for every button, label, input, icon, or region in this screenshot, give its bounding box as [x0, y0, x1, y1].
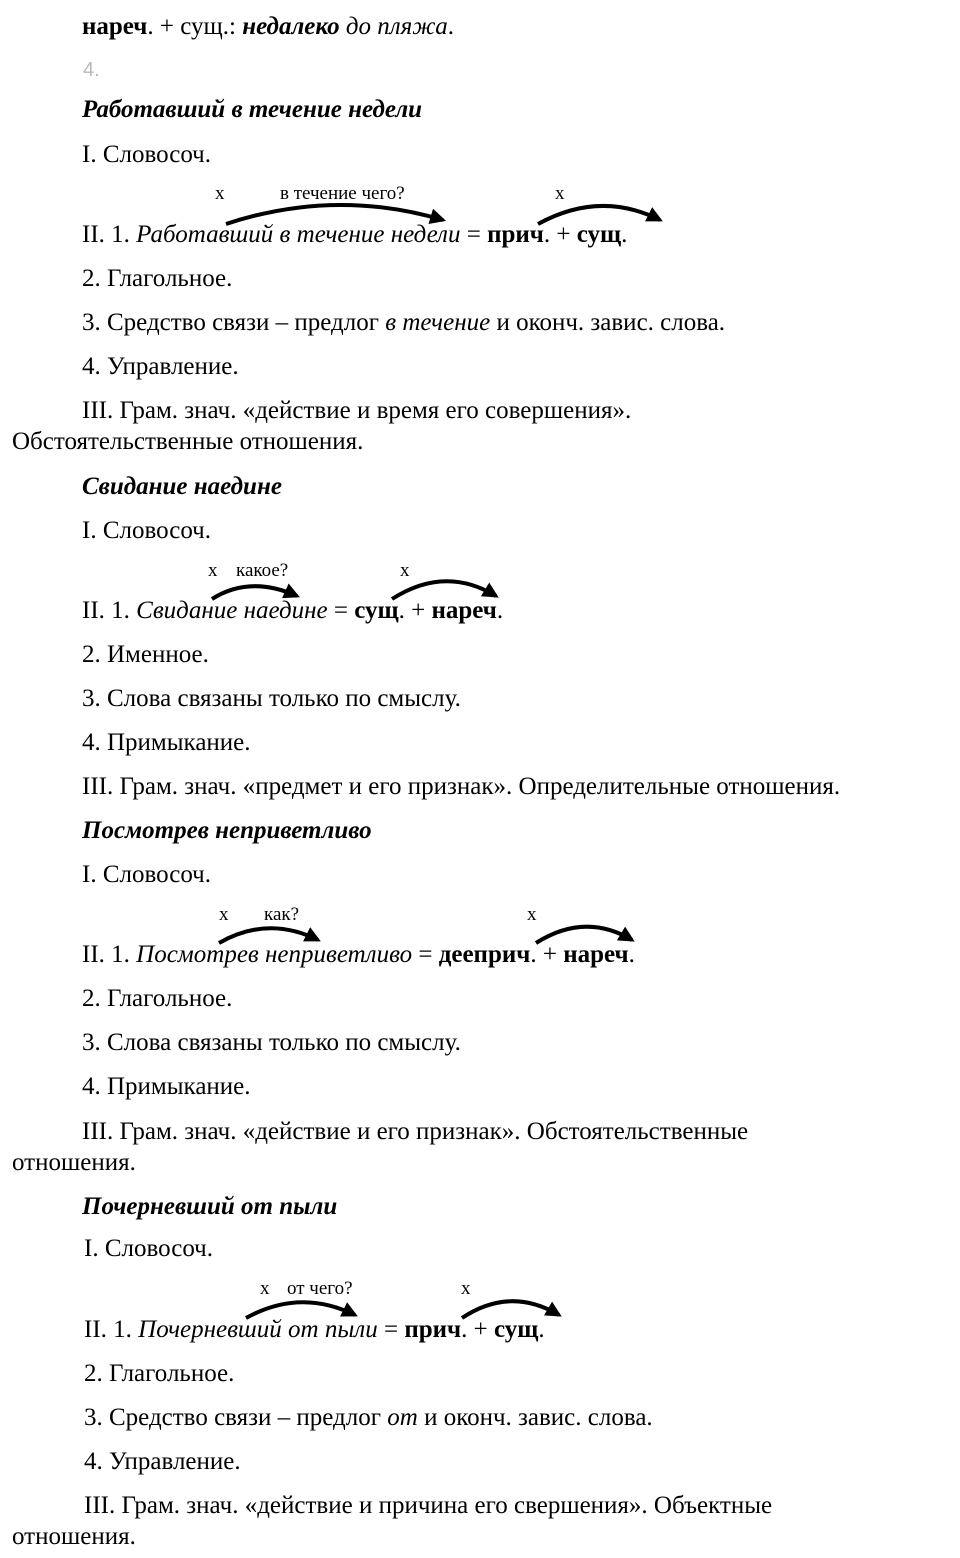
- scheme-word-1: сущ: [354, 597, 399, 624]
- section-step-3: [82, 308, 725, 338]
- section-step-2: 2. Именное.: [82, 641, 209, 668]
- scheme-phrase: Работавший в течение недели: [136, 221, 461, 248]
- section-step-2: 2. Глагольное.: [84, 1360, 235, 1387]
- section-step-3: 3. Слова связаны только по смыслу.: [82, 1029, 461, 1056]
- head-word-mark: х: [400, 560, 410, 581]
- step-3-text-end: и оконч. завис. слова.: [490, 309, 726, 336]
- head-word-mark: х: [260, 1278, 270, 1299]
- section-step-1: I. Словосоч.: [82, 861, 212, 888]
- head-word-mark: х: [555, 183, 565, 204]
- step-3-text: 3. Средство связи – предлог: [82, 309, 386, 336]
- scheme-word-2: нареч: [431, 597, 497, 624]
- section-step-4: 4. Управление.: [82, 353, 239, 380]
- scheme-plus: . +: [398, 597, 432, 624]
- scheme-prefix: II. 1.: [82, 941, 137, 968]
- scheme-prefix: II. 1.: [82, 221, 137, 248]
- scheme-equals: =: [327, 597, 355, 624]
- section-step-4: 4. Примыкание.: [82, 729, 251, 756]
- scheme-equals: =: [377, 1316, 405, 1343]
- scheme-phrase: Почерневший от пыли: [138, 1316, 378, 1343]
- section-heading: Работавший в течение недели: [82, 96, 423, 123]
- section-step-3: [84, 1403, 653, 1433]
- scheme-word-1: дееприч: [438, 941, 531, 968]
- head-word-mark: х: [461, 1278, 471, 1299]
- scheme-phrase: Свидание наедине: [136, 597, 328, 624]
- scheme-prefix: II. 1.: [82, 597, 137, 624]
- intro-pos: нареч: [82, 13, 148, 40]
- section-step-1: I. Словосоч.: [84, 1235, 214, 1262]
- question-label: какое?: [236, 560, 289, 581]
- step-3-text-end: и оконч. завис. слова.: [417, 1404, 653, 1431]
- scheme-equals: =: [412, 941, 439, 968]
- section-step-5: III. Грам. знач. «действие и причина его свершения». Объектные: [84, 1492, 773, 1519]
- section-step-5: III. Грам. знач. «предмет и его признак». Определительные отношения.: [82, 773, 841, 800]
- intro-dep-word: до пляжа: [339, 13, 448, 40]
- scheme-plus: . +: [461, 1316, 494, 1343]
- intro-sep: . + сущ.:: [147, 13, 243, 40]
- section-step-4: 4. Примыкание.: [82, 1073, 251, 1100]
- scheme-prefix: II. 1.: [84, 1316, 139, 1343]
- scheme-word-2: нареч: [563, 941, 629, 968]
- section-heading: Свидание наедине: [82, 473, 282, 500]
- section-step-2: 2. Глагольное.: [82, 985, 233, 1012]
- section-step-2: 2. Глагольное.: [82, 265, 233, 292]
- scheme-line: [84, 1315, 545, 1345]
- section-step-5: III. Грам. знач. «действие и время его совершения».: [82, 397, 632, 424]
- scheme-end: .: [538, 1316, 545, 1343]
- section-step-1: I. Словосоч.: [82, 141, 212, 168]
- section-heading: Посмотрев неприветливо: [82, 817, 372, 844]
- scheme-line: [82, 220, 627, 250]
- scheme-phrase: Посмотрев неприветливо: [136, 941, 413, 968]
- step-3-preposition: в течение: [385, 309, 491, 336]
- item-number: 4.: [83, 59, 100, 81]
- scheme-plus: . +: [530, 941, 564, 968]
- scheme-word-2: сущ: [576, 221, 622, 248]
- question-label: от чего?: [287, 1278, 353, 1299]
- step-3-preposition: от: [387, 1404, 418, 1431]
- intro-end: .: [447, 13, 454, 40]
- head-word-mark: х: [219, 904, 229, 925]
- section-step-4: 4. Управление.: [84, 1448, 241, 1475]
- scheme-word-1: прич: [487, 221, 544, 248]
- section-step-5-cont: Обстоятельственные отношения.: [12, 428, 364, 455]
- scheme-word-2: сущ: [493, 1316, 539, 1343]
- question-label: в течение чего?: [280, 183, 405, 204]
- head-word-mark: х: [208, 560, 218, 581]
- section-step-5: III. Грам. знач. «действие и его признак». Обстоятельственные: [82, 1118, 749, 1145]
- section-step-5-cont: отношения.: [12, 1149, 136, 1176]
- intro-line: [82, 12, 454, 42]
- scheme-end: .: [496, 597, 504, 624]
- scheme-equals: =: [460, 221, 488, 248]
- scheme-line: [82, 596, 503, 626]
- scheme-word-1: прич: [404, 1316, 462, 1343]
- section-step-5-cont: отношения.: [12, 1523, 136, 1550]
- section-step-1: I. Словосоч.: [82, 517, 212, 544]
- question-label: как?: [264, 904, 300, 925]
- head-word-mark: х: [215, 183, 225, 204]
- scheme-line: [82, 940, 635, 970]
- scheme-end: .: [628, 941, 635, 968]
- scheme-end: .: [621, 221, 628, 248]
- step-3-text: 3. Средство связи – предлог: [84, 1404, 388, 1431]
- section-step-3: 3. Слова связаны только по смыслу.: [82, 685, 461, 712]
- scheme-plus: . +: [543, 221, 577, 248]
- intro-head-word: недалеко: [242, 13, 340, 40]
- head-word-mark: х: [527, 904, 537, 925]
- section-heading: Почерневший от пыли: [82, 1193, 338, 1220]
